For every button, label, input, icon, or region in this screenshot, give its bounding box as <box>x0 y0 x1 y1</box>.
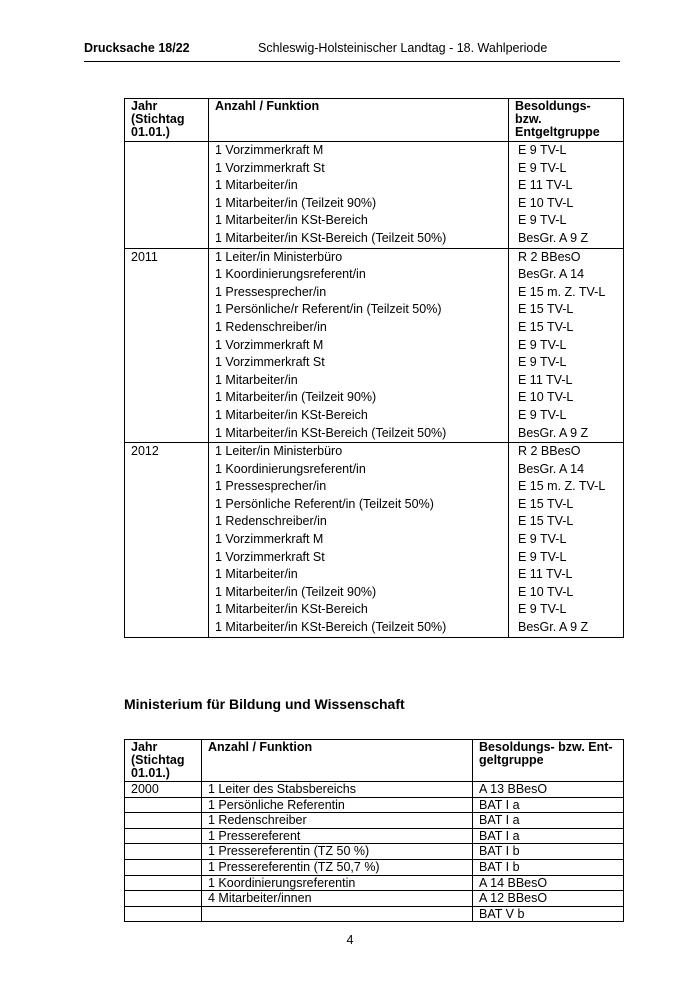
table-row <box>125 782 624 798</box>
function-entry: 1 Mitarbeiter/in <box>215 567 298 582</box>
table-header-row <box>125 740 624 782</box>
salary-entry: E 9 TV-L <box>518 355 567 370</box>
function-entry: 1 Mitarbeiter/in KSt-Bereich <box>215 602 368 617</box>
function-entry: 1 Leiter/in Ministerbüro <box>215 444 343 459</box>
year-column-header: Jahr (Stichtag 01.01.) <box>125 99 209 142</box>
function-cell: 1 Redenschreiber <box>202 813 473 829</box>
salary-cell <box>509 248 624 443</box>
function-entry: 1 Mitarbeiter/in <box>215 372 298 387</box>
year-value: 2012 <box>131 444 159 459</box>
salary-cell: A 13 BBesO <box>473 782 624 798</box>
function-entry: 1 Koordinierungsreferent/in <box>215 267 366 282</box>
salary-entry: E 15 TV-L <box>518 496 574 511</box>
table-row <box>125 906 624 922</box>
salary-entry: E 15 TV-L <box>518 319 574 334</box>
salary-cell: A 12 BBesO <box>473 891 624 907</box>
table-row <box>125 797 624 813</box>
table-row <box>125 828 624 844</box>
function-cell <box>209 443 509 638</box>
salary-entry: E 9 TV-L <box>518 143 567 157</box>
table-row-group <box>125 443 624 638</box>
salary-cell: A 14 BBesO <box>473 875 624 891</box>
function-cell: 1 Persönliche Referentin <box>202 797 473 813</box>
salary-entry: E 11 TV-L <box>518 178 573 193</box>
salary-entry: E 9 TV-L <box>518 337 567 352</box>
table-row-group <box>125 248 624 443</box>
function-entry: 1 Pressesprecher/in <box>215 479 327 494</box>
salary-entry: BesGr. A 9 Z <box>518 230 589 245</box>
salary-entry: BesGr. A 14 <box>518 461 585 476</box>
year-cell <box>125 813 202 829</box>
year-cell <box>125 891 202 907</box>
staff-table-ministry-1 <box>124 98 624 638</box>
year-value <box>131 142 202 160</box>
year-cell <box>125 797 202 813</box>
salary-column-header: Besoldungs- bzw. Ent- geltgruppe <box>473 740 624 782</box>
salary-column-header: Besoldungs- bzw. Entgeltgruppe <box>509 99 624 142</box>
salary-entry: E 9 TV-L <box>518 213 567 228</box>
function-entry: 1 Mitarbeiter/in <box>215 178 298 193</box>
function-cell <box>209 142 509 249</box>
year-cell <box>125 906 202 922</box>
function-cell: 1 Pressereferentin (TZ 50 %) <box>202 844 473 860</box>
salary-entry: BesGr. A 9 Z <box>518 425 589 440</box>
salary-entry: E 15 TV-L <box>518 514 574 529</box>
salary-cell: BAT I b <box>473 844 624 860</box>
salary-cell: BAT V b <box>473 906 624 922</box>
salary-entry: E 10 TV-L <box>518 584 574 599</box>
year-column-header: Jahr (Stichtag 01.01.) <box>125 740 202 782</box>
page-header <box>84 41 620 62</box>
function-column-header: Anzahl / Funktion <box>209 99 509 142</box>
salary-entry: E 11 TV-L <box>518 372 573 387</box>
function-entry: 1 Mitarbeiter/in KSt-Bereich (Teilzeit 50%) <box>215 425 447 440</box>
salary-entry: E 11 TV-L <box>518 567 573 582</box>
salary-entry: E 10 TV-L <box>518 195 574 210</box>
salary-entry: BesGr. A 9 Z <box>518 620 589 635</box>
function-cell: 1 Koordinierungsreferentin <box>202 875 473 891</box>
function-entry: 1 Vorzimmerkraft M <box>215 143 324 157</box>
function-cell: 1 Pressereferent <box>202 828 473 844</box>
table-row <box>125 844 624 860</box>
year-cell <box>125 142 209 249</box>
function-entry: 1 Persönliche/r Referent/in (Teilzeit 50%) <box>215 302 442 317</box>
function-entry: 1 Persönliche Referent/in (Teilzeit 50%) <box>215 496 434 511</box>
function-entry: 1 Vorzimmerkraft St <box>215 549 325 564</box>
function-entry: 1 Mitarbeiter/in (Teilzeit 90%) <box>215 195 377 210</box>
function-entry: 1 Vorzimmerkraft St <box>215 160 325 175</box>
function-entry: 1 Vorzimmerkraft St <box>215 355 325 370</box>
year-cell <box>125 875 202 891</box>
document-number: Drucksache 18/22 <box>84 41 190 55</box>
year-cell <box>125 443 209 638</box>
salary-cell: BAT I a <box>473 828 624 844</box>
function-entry: 1 Mitarbeiter/in (Teilzeit 90%) <box>215 390 377 405</box>
function-entry: 1 Vorzimmerkraft M <box>215 337 324 352</box>
salary-cell: BAT I a <box>473 797 624 813</box>
year-value: 2011 <box>131 249 158 264</box>
salary-cell: BAT I a <box>473 813 624 829</box>
function-entry: 1 Mitarbeiter/in KSt-Bereich <box>215 213 368 228</box>
salary-entry: R 2 BBesO <box>518 444 581 459</box>
salary-entry: E 10 TV-L <box>518 390 574 405</box>
year-cell: 2000 <box>125 782 202 798</box>
year-cell <box>125 859 202 875</box>
function-cell: 1 Pressereferentin (TZ 50,7 %) <box>202 859 473 875</box>
salary-entry: E 9 TV-L <box>518 602 567 617</box>
salary-entry: E 15 m. Z. TV-L <box>518 284 606 299</box>
section-heading: Ministerium für Bildung und Wissenschaft <box>124 696 405 712</box>
salary-entry: E 9 TV-L <box>518 407 567 422</box>
function-cell: 4 Mitarbeiter/innen <box>202 891 473 907</box>
function-entry: 1 Mitarbeiter/in KSt-Bereich (Teilzeit 50%) <box>215 620 447 635</box>
function-cell <box>209 248 509 443</box>
salary-entry: E 9 TV-L <box>518 160 567 175</box>
table-row <box>125 859 624 875</box>
salary-entry: E 15 TV-L <box>518 302 574 317</box>
function-entry: 1 Leiter/in Ministerbüro <box>215 249 343 264</box>
function-cell: 1 Leiter des Stabsbereichs <box>202 782 473 798</box>
table-row-group <box>125 142 624 249</box>
salary-entry: R 2 BBesO <box>518 249 581 264</box>
function-entry: 1 Mitarbeiter/in KSt-Bereich <box>215 407 368 422</box>
function-entry: 1 Koordinierungsreferent/in <box>215 461 366 476</box>
salary-cell <box>509 142 624 249</box>
year-cell <box>125 844 202 860</box>
parliament-title: Schleswig-Holsteinischer Landtag - 18. Wahlperiode <box>258 41 548 55</box>
salary-entry: BesGr. A 14 <box>518 267 585 282</box>
salary-entry: E 15 m. Z. TV-L <box>518 479 606 494</box>
year-cell <box>125 248 209 443</box>
table-row <box>125 891 624 907</box>
function-entry: 1 Vorzimmerkraft M <box>215 532 324 547</box>
function-entry: 1 Mitarbeiter/in (Teilzeit 90%) <box>215 584 377 599</box>
salary-cell <box>509 443 624 638</box>
table-row <box>125 875 624 891</box>
function-entry: 1 Redenschreiber/in <box>215 319 327 334</box>
staff-table-education-ministry <box>124 739 624 922</box>
function-entry: 1 Mitarbeiter/in KSt-Bereich (Teilzeit 50%) <box>215 230 447 245</box>
function-column-header: Anzahl / Funktion <box>202 740 473 782</box>
salary-entry: E 9 TV-L <box>518 549 567 564</box>
function-entry: 1 Pressesprecher/in <box>215 284 327 299</box>
table-header-row <box>125 99 624 142</box>
salary-entry: E 9 TV-L <box>518 532 567 547</box>
function-cell <box>202 906 473 922</box>
table-row <box>125 813 624 829</box>
year-cell <box>125 828 202 844</box>
page-number: 4 <box>346 933 354 947</box>
function-entry: 1 Redenschreiber/in <box>215 514 327 529</box>
salary-cell: BAT I b <box>473 859 624 875</box>
